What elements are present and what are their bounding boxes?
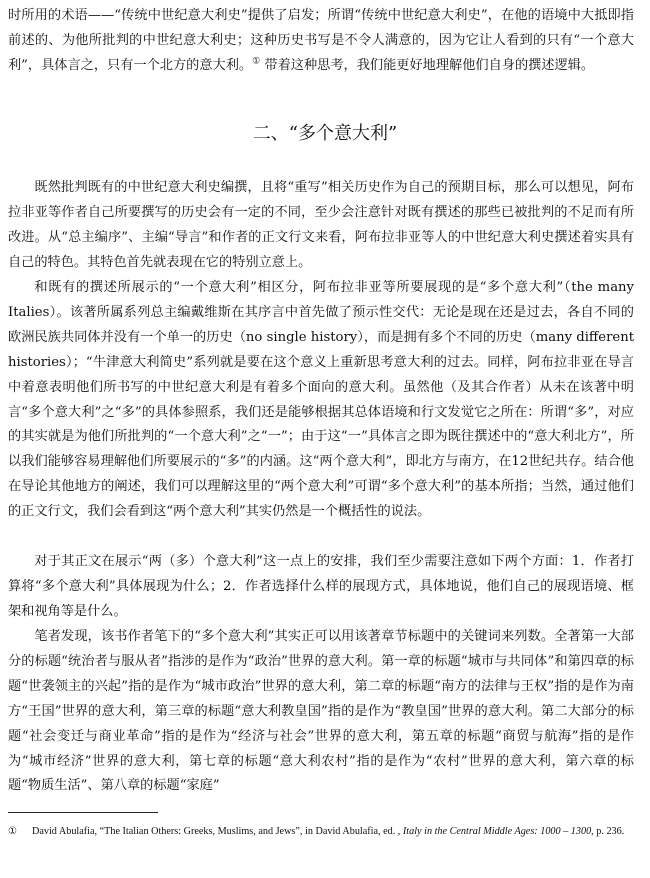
body-paragraph-3: 对于其正文在展示“两（多）个意大利”这一点上的安排，我们至少需要注意如下两个方面：1．作者打算将“多个意大利”具体展现为什么；2．作者选择什么样的展现方式，具体地说，他们自己的展现语境、框架和视角等是什么。 xyxy=(8,554,634,619)
footnote-reference: ① xyxy=(252,56,261,67)
footnote xyxy=(8,824,634,840)
intro-text-continued: 带着这种思考，我们能更好地理解他们自身的撰述逻辑。 xyxy=(260,57,595,73)
body-paragraph-1: 既然批判既有的中世纪意大利史编撰，且将“重写”相关历史作为自己的预期目标，那么可以想见，阿布拉非亚等作者自己所要撰写的历史会有一定的不同，至少会注意针对既有撰述的那些已被批判的不足而有所改进。从“总主编序”、主编“导言”和作者的正文行文来看，阿布拉非亚等人的中世纪意大利史撰述着实具有自己的特色。其特色首先就表现在它的特别立意上。 xyxy=(8,180,634,270)
footnote-page: , p. 236. xyxy=(591,826,625,837)
body-paragraph-4: 笔者发现，该书作者笔下的“多个意大利”其实正可以用该著章节标题中的关键词来列数。全著第一大部分的标题“统治者与服从者”指涉的是作为“政治”世界的意大利。第一章的标题“城市与共同体”和第四章的标题“世袭领主的兴起”指的是作为“城市政治”世界的意大利，第二章的标题“南方的法律与王权”指的是作为南方“王国”世界的意大利，第三章的标题“意大利教皇国”指的是作为“教皇国”世界的意大利。第二大部分的标题“社会变迁与商业革命”指的是作为“经济与社会”世界的意大利，第五章的标题“商贸与航海”指的是作为“城市经济”世界的意大利，第七章的标题“意大利农村”指的是作为“农村”世界的意大利，第六章的标题“物质生活”、第八章的标题“家庭” xyxy=(8,629,634,794)
footnote-mark: ① xyxy=(8,826,18,837)
intro-text: 时所用的术语——“传统中世纪意大利史”提供了启发；所谓“传统中世纪意大利史”，在他的语境中大抵即指前述的、为他所批判的中世纪意大利史；这种历史书写是不令人满意的，因为它让人看到的只有“一个意大利”，具体言之，只有一个北方的意大利。 xyxy=(8,8,634,73)
section-heading: 二、“多个意大利” xyxy=(252,123,398,144)
footnote-divider xyxy=(8,812,158,813)
intro-paragraph xyxy=(8,4,634,79)
body-paragraph-2: 和既有的撰述所展示的“一个意大利”相区分，阿布拉非亚等所要展现的是“多个意大利”（the many Italies）。该著所属系列总主编戴维斯在其序言中首先做了预示性交代：无论是现在还是过去，各自不同的欧洲民族共同体并没有一个单一的历史（no single history），而是拥有多个不同的历史（many different histories）；“牛津意大利简史”系列就是要在这个意义上重新思考意大利的过去。同样，阿布拉非亚在导言中着意表明他们所书写的中世纪意大利是有着多个面向的意大利。虽然他（及其合作者）从未在该著中明言“多个意大利”之“多”的具体参照系，我们还是能够根据其总体语境和行文发觉它之所在：所谓“多”，对应的其实就是为他们所批判的“一个意大利”之“一”；由于这“一”具体言之即为既往撰述中的“意大利北方”，所以我们能够容易理解他们所要展示的“多”的内涵。这“两个意大利”，即北方与南方，在12世纪共存。结合他在导论其他地方的阐述，我们可以理解这里的“两个意大利”可谓“多个意大利”的基本所指；当然，通过他们的正文行文，我们会看到这“两个意大利”其实仍然是一个概括性的说法。 xyxy=(8,280,634,520)
footnote-text: David Abulafia, “The Italian Others: Greeks, Muslims, and Jews”, in David Abulafia, ed. , xyxy=(32,826,403,837)
footnote-book-title: Italy in the Central Middle Ages: 1000 – 1300 xyxy=(402,826,592,837)
